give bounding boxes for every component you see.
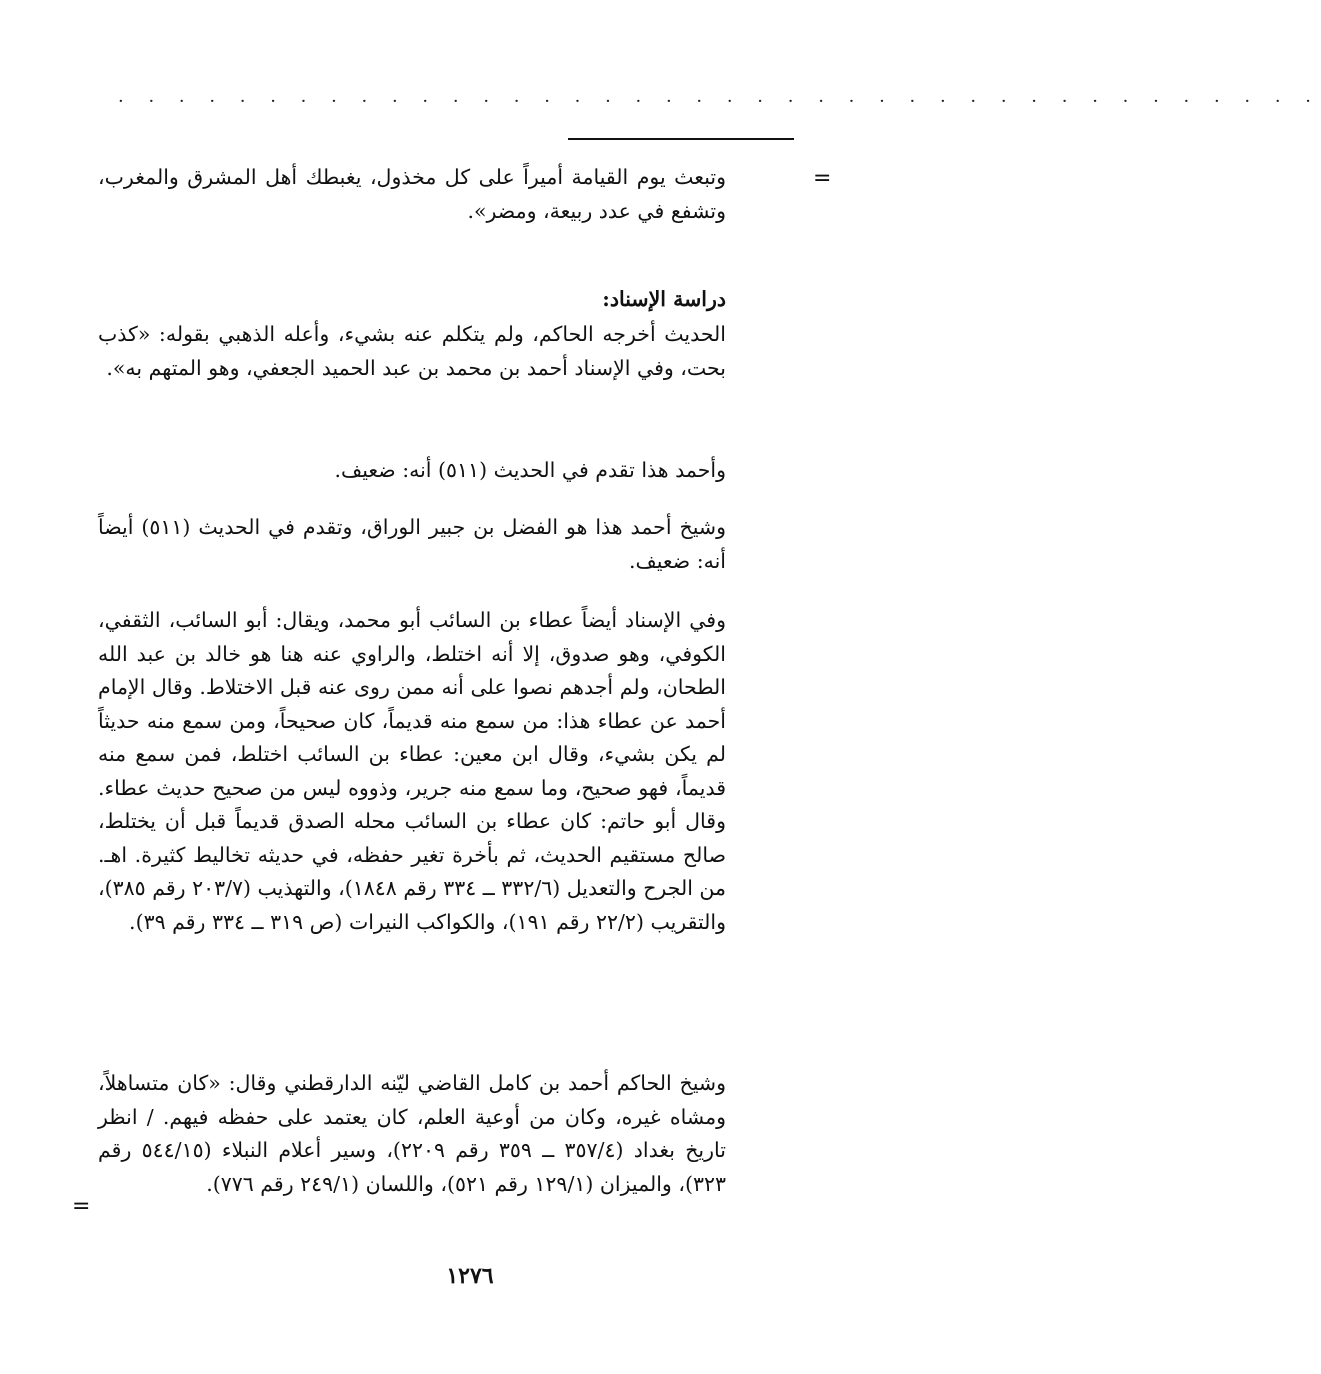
- dotted-separator: · · · · · · · · · · · · · · · · · · · · · · · · · · · · · · · · · · · · · · · ·: [118, 91, 1321, 112]
- continuation-paragraph: وتبعث يوم القيامة أميراً على كل مخذول، يغبطك أهل المشرق والمغرب، وتشفع في عدد ربيعة، ومضر».: [98, 165, 726, 223]
- continuation-marker-top: =: [813, 166, 832, 191]
- page-number: ١٢٧٦: [446, 1263, 494, 1289]
- paragraph-5: وشيخ الحاكم أحمد بن كامل القاضي ليّنه الدارقطني وقال: «كان متساهلاً، ومشاه غيره، وكان من أوعية العلم، كان يعتمد على حفظه فيهم. / انظر تاريخ بغداد (٣٥٧/٤ ــ ٣٥٩ رقم ٢٢٠٩)، وسير أعلام النبلاء (٥٤٤/١٥ رقم ٣٢٣)، والميزان (١٢٩/١ رقم ٥٢١)، واللسان (٢٤٩/١ رقم ٧٧٦).: [98, 1071, 726, 1196]
- paragraph-4: وفي الإسناد أيضاً عطاء بن السائب أبو محمد، ويقال: أبو السائب، الثقفي، الكوفي، وهو صدوق، إلا أنه اختلط، والراوي عنه هنا هو خالد بن عبد الله الطحان، ولم أجدهم نصوا على أنه ممن روى عنه قبل الاختلاط. وقال الإمام أحمد عن عطاء هذا: من سمع منه قديماً، كان صحيحاً، ومن سمع منه حديثاً لم يكن بشيء، وقال ابن معين: عطاء بن السائب اختلط، فمن سمع منه قديماً، فهو صحيح، وما سمع منه جرير، وذووه ليس من صحيح حديث عطاء. وقال أبو حاتم: كان عطاء بن السائب محله الصدق قديماً قبل أن يختلط، صالح مستقيم الحديث، ثم بأخرة تغير حفظه، في حديثه تخاليط كثيرة. اهـ. من الجرح والتعديل (٣٣٢/٦ ــ ٣٣٤ رقم ١٨٤٨)، والتهذيب (٢٠٣/٧ رقم ٣٨٥)، والتقريب (٢٢/٢ رقم ١٩١)، والكواكب النيرات (ص ٣١٩ ــ ٣٣٤ رقم ٣٩).: [98, 608, 727, 934]
- paragraph-2: وأحمد هذا تقدم في الحديث (٥١١) أنه: ضعيف.: [334, 458, 726, 482]
- paragraph-3: وشيخ أحمد هذا هو الفضل بن جبير الوراق، وتقدم في الحديث (٥١١) أيضاً أنه: ضعيف.: [98, 515, 726, 573]
- footnote-rule: [568, 138, 794, 140]
- section-heading: دراسة الإسناد:: [602, 287, 726, 311]
- paragraph-1: الحديث أخرجه الحاكم، ولم يتكلم عنه بشيء، وأعله الذهبي بقوله: «كذب بحت، وفي الإسناد أحمد بن محمد بن عبد الحميد الجعفي، وهو المتهم به».: [98, 322, 726, 380]
- continuation-marker-bottom: =: [72, 1194, 91, 1219]
